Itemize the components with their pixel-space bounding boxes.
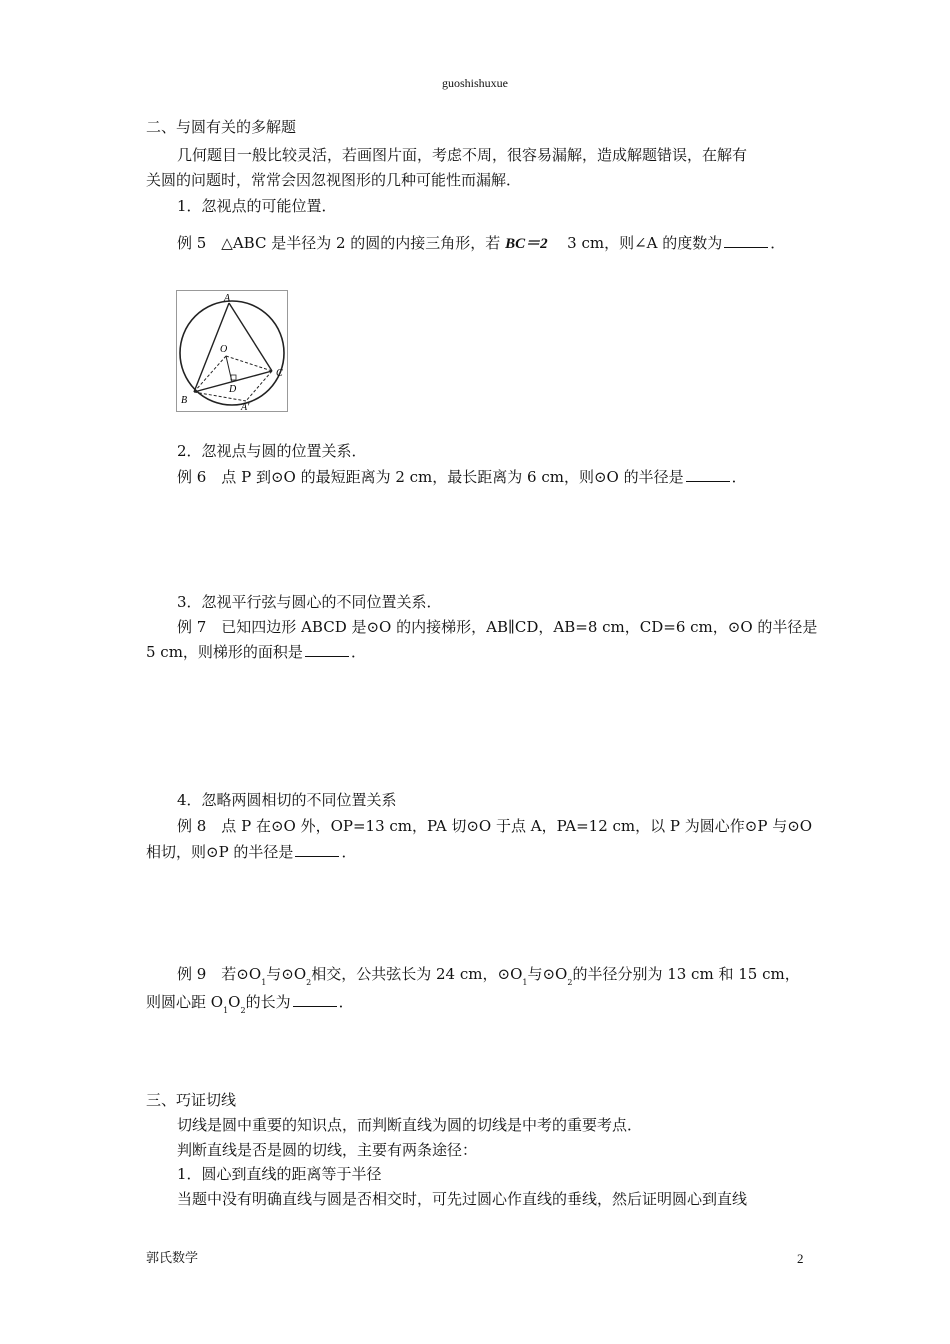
section3-line1: 切线是圆中重要的知识点，而判断直线为圆的切线是中考的重要考点． — [177, 1116, 643, 1134]
ex9-part-b: 与⊙O — [266, 965, 307, 983]
ex8-line2-text: 相切，则⊙P 的半径是 — [146, 843, 294, 861]
answer-blank — [295, 842, 339, 857]
label-b: B — [181, 395, 188, 406]
ex9-end: ． — [338, 993, 354, 1011]
example7-line2 — [146, 642, 366, 662]
answer-blank — [293, 992, 337, 1007]
page-header: guoshishuxue — [442, 76, 508, 90]
example9-line1 — [177, 964, 800, 993]
ex9-part-a: 例 9 若⊙O — [177, 965, 262, 983]
label-o: O — [220, 344, 228, 355]
ex9-part-e: 的半径分别为 13 cm 和 15 cm， — [572, 965, 800, 983]
circle-triangle-figure — [176, 290, 288, 412]
answer-blank — [724, 233, 768, 248]
item2-heading: 2．忽视点与圆的位置关系． — [177, 442, 367, 460]
answer-blank — [305, 642, 349, 657]
section3-line3: 当题中没有明确直线与圆是否相交时，可先过圆心作直线的垂线，然后证明圆心到直线 — [177, 1190, 748, 1208]
example9-line2 — [146, 992, 354, 1021]
label-a: A — [224, 293, 231, 304]
ex6-end: ． — [731, 468, 747, 486]
item1-heading: 1．忽视点的可能位置． — [177, 197, 337, 215]
ex9-line2-b: O — [228, 993, 241, 1011]
ex5-formula: BC＝2 — [505, 236, 548, 252]
ex9-part-c: 相交，公共弦长为 24 cm，⊙O — [311, 965, 523, 983]
ex6-text: 例 6 点 P 到⊙O 的最短距离为 2 cm，最长距离为 6 cm，则⊙O 的半径是 — [177, 468, 684, 486]
section2-intro-line2: 关圆的问题时，常常会因忽视图形的几种可能性而漏解． — [146, 171, 522, 189]
ex9-sub-4: 2 — [567, 978, 573, 987]
ex9-line2-sub-1: 1 — [223, 1006, 229, 1015]
item3-heading: 3．忽视平行弦与圆心的不同位置关系． — [177, 593, 442, 611]
example8-line2 — [146, 842, 356, 862]
ex5-suffix: 3 cm，则∠A 的度数为 — [567, 234, 723, 252]
ex5-end: ． — [770, 234, 786, 252]
section2-intro-line1: 几何题目一般比较灵活，若画图片面，考虑不周，很容易漏解，造成解题错误，在解有 — [177, 146, 748, 164]
example7-line1: 例 7 已知四边形 ABCD 是⊙O 的内接梯形，AB∥CD，AB=8 cm，CD=6 cm，⊙O 的半径是 — [177, 618, 818, 636]
label-a-prime: A′ — [241, 402, 250, 411]
figure-svg — [177, 291, 287, 411]
ex9-sub-1: 1 — [261, 978, 267, 987]
item4-heading: 4．忽略两圆相切的不同位置关系 — [177, 791, 397, 809]
section3-item1: 1．圆心到直线的距离等于半径 — [177, 1165, 382, 1183]
label-c: C — [276, 368, 283, 379]
ex7-end: ． — [350, 643, 366, 661]
ex9-line2-sub-2: 2 — [240, 1006, 246, 1015]
example5 — [177, 233, 785, 254]
ex9-sub-2: 2 — [306, 978, 312, 987]
ex9-line2-c: 的长为 — [245, 993, 291, 1011]
ex9-sub-3: 1 — [522, 978, 528, 987]
ex5-prefix: 例 5 △ABC 是半径为 2 的圆的内接三角形，若 — [177, 234, 501, 252]
section3-line2: 判断直线是否是圆的切线，主要有两条途径： — [177, 1141, 478, 1159]
ex7-line2-text: 5 cm，则梯形的面积是 — [146, 643, 303, 661]
footer-brand: 郭氏数学 — [146, 1251, 199, 1266]
page-number: 2 — [797, 1251, 804, 1266]
section3-heading: 三、巧证切线 — [146, 1091, 237, 1109]
ex9-line2-a: 则圆心距 O — [146, 993, 224, 1011]
section2-heading: 二、与圆有关的多解题 — [146, 118, 297, 136]
example6 — [177, 467, 747, 487]
ex8-end: ． — [341, 843, 357, 861]
ex9-part-d: 与⊙O — [527, 965, 568, 983]
answer-blank — [686, 467, 730, 482]
example8-line1: 例 8 点 P 在⊙O 外，OP=13 cm，PA 切⊙O 于点 A，PA=12 cm，以 P 为圆心作⊙P 与⊙O — [177, 817, 813, 835]
label-d: D — [229, 384, 237, 395]
